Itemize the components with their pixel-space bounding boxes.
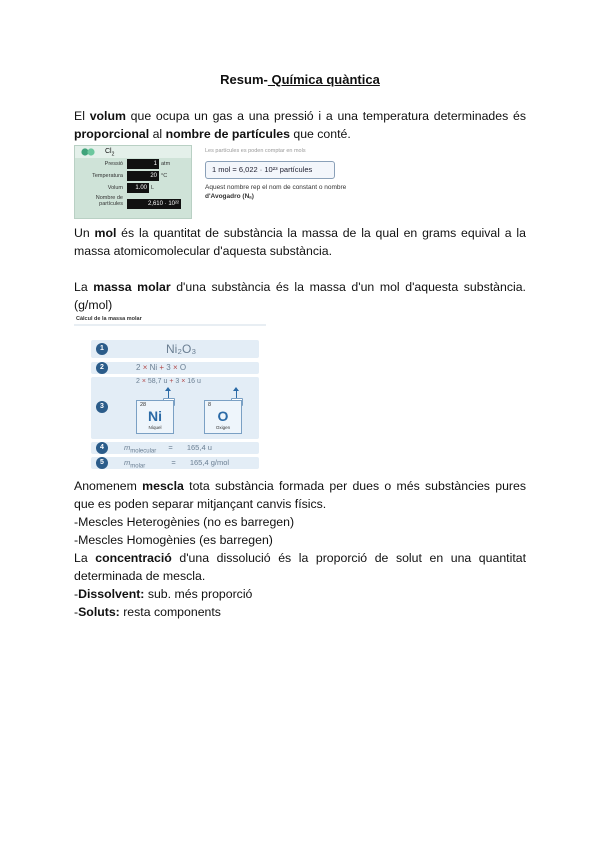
text: tota substància formada per dues o més substàncies pures que es poden separar mitjançant canvis físics. bbox=[74, 479, 526, 511]
faint-text: Les partícules es poden comptar en mols bbox=[205, 148, 306, 154]
note-line: d'Avogadro (Nₐ) bbox=[205, 193, 254, 200]
mass-value: 165,4 u bbox=[186, 443, 212, 452]
text: Un bbox=[74, 226, 95, 240]
mass-symbol: m bbox=[124, 443, 131, 452]
caption-bar bbox=[74, 324, 266, 326]
text: d'una dissolució és la proporció de solut en una quantitat determinada de mescla. bbox=[74, 551, 526, 583]
dash: - bbox=[74, 605, 79, 619]
molecule-icon bbox=[81, 148, 95, 156]
element-card-oxygen bbox=[204, 400, 242, 434]
symbol: O bbox=[179, 363, 187, 372]
bold-term: concentració bbox=[95, 551, 172, 565]
mass-line bbox=[136, 378, 201, 385]
param-unit: L bbox=[151, 185, 155, 191]
param-value[interactable]: 1 bbox=[127, 159, 159, 169]
text: que conté. bbox=[289, 127, 351, 141]
mass-symbol: m bbox=[124, 458, 131, 467]
list-item-soluts bbox=[74, 603, 221, 621]
bold-term: Soluts: bbox=[78, 605, 120, 619]
element-name: Níquel bbox=[148, 425, 162, 430]
param-value[interactable]: 2,610 · 10²² bbox=[127, 199, 181, 209]
symbol: Ni bbox=[149, 363, 158, 372]
param-unit: °C bbox=[161, 173, 168, 179]
step-number: 2 bbox=[96, 362, 108, 374]
note-line: Aquest nombre rep el nom de constant o nombre bbox=[205, 184, 347, 191]
atomic-number: 8 bbox=[208, 402, 212, 408]
mass-subscript: molar bbox=[130, 463, 146, 470]
text: que ocupa un gas a una pressió i a una temperatura determinades és bbox=[125, 109, 526, 123]
paragraph-mol bbox=[74, 224, 526, 260]
param-value[interactable]: 20 bbox=[127, 171, 159, 181]
operator: × bbox=[172, 363, 178, 372]
gas-header bbox=[75, 146, 191, 158]
equals: = bbox=[168, 443, 173, 452]
list-item: -Mescles Heterogènies (no es barregen) bbox=[74, 515, 295, 529]
operator: × bbox=[141, 378, 146, 385]
bold-term: mescla bbox=[142, 479, 184, 493]
mass-subscript: molecular bbox=[130, 448, 157, 455]
molar-mass-line bbox=[124, 458, 229, 470]
gas-name: Cl bbox=[105, 148, 112, 155]
atomic-mass: 58,7 u bbox=[147, 378, 168, 385]
param-row bbox=[75, 170, 191, 182]
operator: + bbox=[159, 363, 165, 372]
gas-simulation-panel bbox=[74, 145, 192, 219]
text: sub. més proporció bbox=[144, 587, 253, 601]
title-subject: Química quàntica bbox=[267, 72, 380, 87]
operator: + bbox=[169, 378, 174, 385]
paragraph-mescla bbox=[74, 477, 526, 513]
molar-mass-figure bbox=[74, 316, 266, 470]
text: d'una substància és la massa d'un mol d'aquesta substància.(g/mol) bbox=[74, 280, 526, 312]
coef: 3 bbox=[166, 363, 171, 372]
bold-term: mol bbox=[94, 226, 117, 240]
element-symbol: O bbox=[217, 408, 229, 424]
param-row bbox=[75, 194, 191, 216]
text: al bbox=[149, 127, 166, 141]
param-label: Nombre de partícules bbox=[95, 195, 123, 207]
arrow-icon bbox=[233, 387, 239, 391]
mass-value: 165,4 g/mol bbox=[189, 458, 230, 467]
operator: × bbox=[181, 378, 186, 385]
text: resta components bbox=[119, 605, 221, 619]
dash: - bbox=[74, 587, 79, 601]
mol-equation: 1 mol = 6,022 · 10²³ partícules bbox=[205, 161, 335, 179]
coef: 3 bbox=[175, 378, 180, 385]
list-item-dissolvent bbox=[74, 585, 252, 603]
formula: Ni₂O₃ bbox=[166, 342, 197, 356]
element-symbol: Ni bbox=[148, 408, 162, 424]
avogadro-note bbox=[205, 183, 405, 201]
coef: 2 bbox=[136, 363, 141, 372]
arrow-icon bbox=[165, 387, 171, 391]
atomic-mass: 16 u bbox=[187, 378, 201, 385]
atom-count-line bbox=[136, 363, 186, 372]
bold-term: nombre de partícules bbox=[165, 127, 290, 141]
bold-term: Dissolvent: bbox=[78, 587, 145, 601]
paragraph-massa-molar bbox=[74, 278, 526, 314]
title-main: Resum- bbox=[220, 72, 268, 87]
step-number: 5 bbox=[96, 457, 108, 469]
text: Anomenem bbox=[74, 479, 143, 493]
avogadro-box bbox=[205, 148, 405, 218]
operator: × bbox=[142, 363, 148, 372]
bold-term: proporcional bbox=[74, 127, 150, 141]
document-title bbox=[0, 72, 600, 87]
param-label: Volum bbox=[107, 185, 123, 191]
param-row bbox=[75, 182, 191, 194]
gas-subscript: 2 bbox=[111, 151, 115, 158]
param-value[interactable]: 1.00 bbox=[127, 183, 149, 193]
coef: 2 bbox=[136, 378, 140, 385]
text: El bbox=[74, 109, 90, 123]
figure-caption: Càlcul de la massa molar bbox=[76, 316, 142, 322]
element-name: Oxigen bbox=[215, 425, 231, 430]
text: és la quantitat de substància la massa de la qual en grams equival a la massa atomicomolecular d'aquesta substància. bbox=[74, 226, 526, 258]
step-number: 4 bbox=[96, 442, 108, 454]
molecular-mass-line bbox=[124, 443, 212, 455]
param-label: Pressió bbox=[104, 161, 123, 167]
list-item: -Mescles Homogènies (es barregen) bbox=[74, 533, 273, 547]
param-unit: atm bbox=[161, 161, 171, 167]
param-label: Temperatura bbox=[92, 173, 123, 179]
atomic-number: 28 bbox=[140, 402, 147, 408]
text: La bbox=[74, 551, 96, 565]
paragraph-volum bbox=[74, 107, 526, 143]
param-row bbox=[75, 158, 191, 170]
bold-term: volum bbox=[89, 109, 126, 123]
text: La bbox=[74, 280, 94, 294]
step-number: 1 bbox=[96, 343, 108, 355]
equals: = bbox=[171, 458, 176, 467]
step-number: 3 bbox=[96, 401, 108, 413]
bold-term: massa molar bbox=[93, 280, 171, 294]
element-card-nickel bbox=[136, 400, 174, 434]
paragraph-concentracio bbox=[74, 549, 526, 585]
